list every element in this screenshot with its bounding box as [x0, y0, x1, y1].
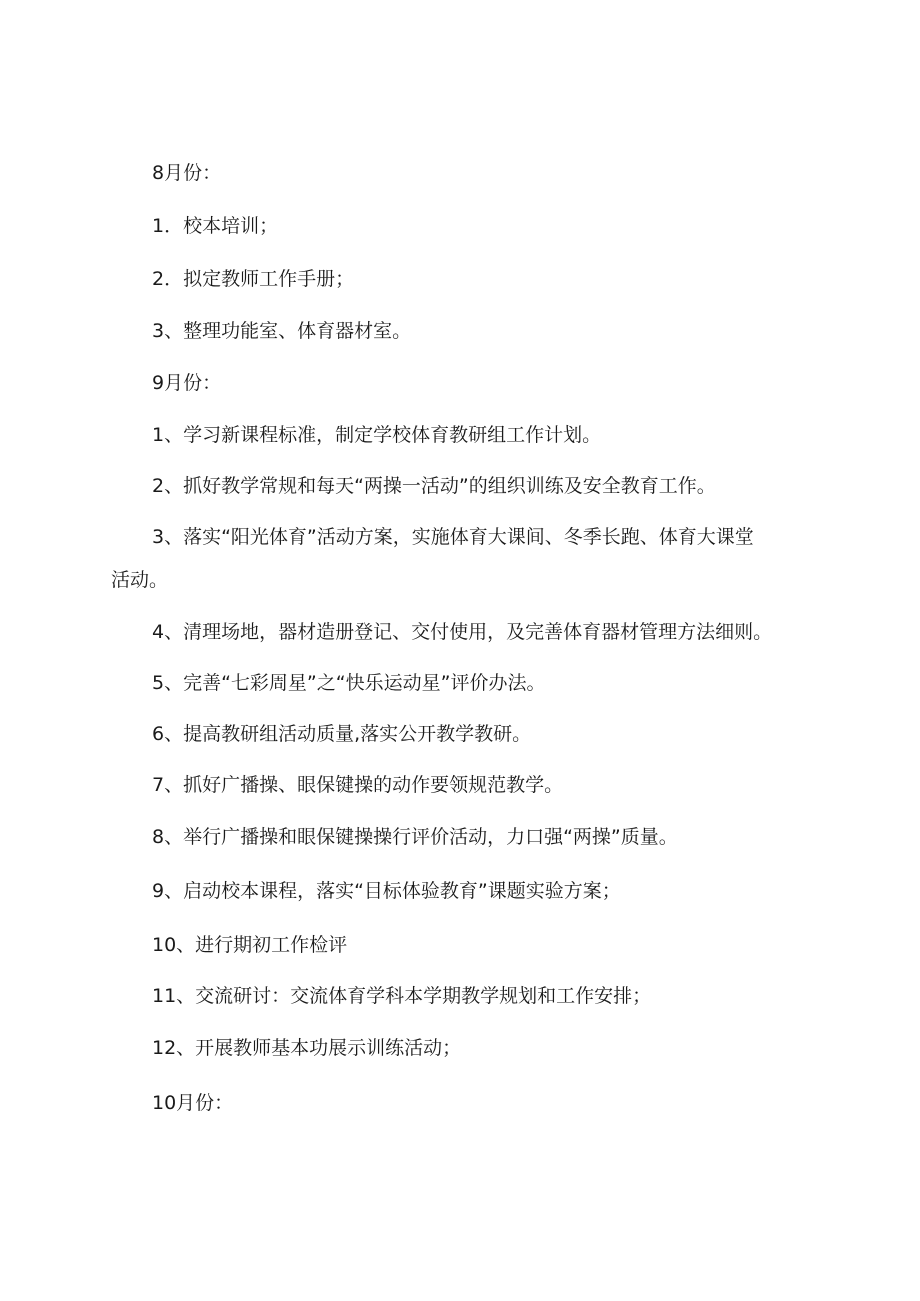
month-heading-august: 8月份： — [152, 162, 222, 184]
month-heading-september: 9月份： — [152, 372, 222, 394]
list-item: 1、学习新课程标准，制定学校体育教研组工作计划。 — [152, 424, 602, 446]
list-item: 6、提高教研组活动质量,落实公开教学教研。 — [152, 723, 532, 745]
list-item: 8、举行广播操和眼保键操操行评价活动，力口强“两操”质量。 — [152, 826, 678, 848]
list-item: 1．校本培训； — [152, 215, 279, 237]
list-item: 2、抓好教学常规和每天“两操一活动”的组织训练及安全教育工作。 — [152, 475, 716, 497]
list-item: 2．拟定教师工作手册； — [152, 268, 355, 290]
list-item: 10、进行期初工作检评 — [152, 934, 348, 956]
list-item: 9、启动校本课程，落实“目标体验教育”课题实验方案； — [152, 880, 621, 902]
list-item: 3、整理功能室、体育器材室。 — [152, 320, 412, 342]
list-item: 12、开展教师基本功展示训练活动； — [152, 1037, 462, 1059]
list-item: 7、抓好广播操、眼保键操的动作要领规范教学。 — [152, 774, 564, 796]
month-heading-october: 10月份： — [152, 1092, 234, 1114]
list-item: 11、交流研讨：交流体育学科本学期教学规划和工作安排； — [152, 985, 652, 1007]
list-item: 5、完善“七彩周星”之“快乐运动星”评价办法。 — [152, 672, 546, 694]
list-item: 4、清理场地，器材造册登记、交付使用，及完善体育器材管理方法细则。 — [152, 621, 773, 643]
list-item: 3、落实“阳光体育”活动方案，实施体育大课间、冬季长跑、体育大课堂 — [152, 526, 754, 548]
list-item-continuation: 活动。 — [111, 569, 169, 591]
